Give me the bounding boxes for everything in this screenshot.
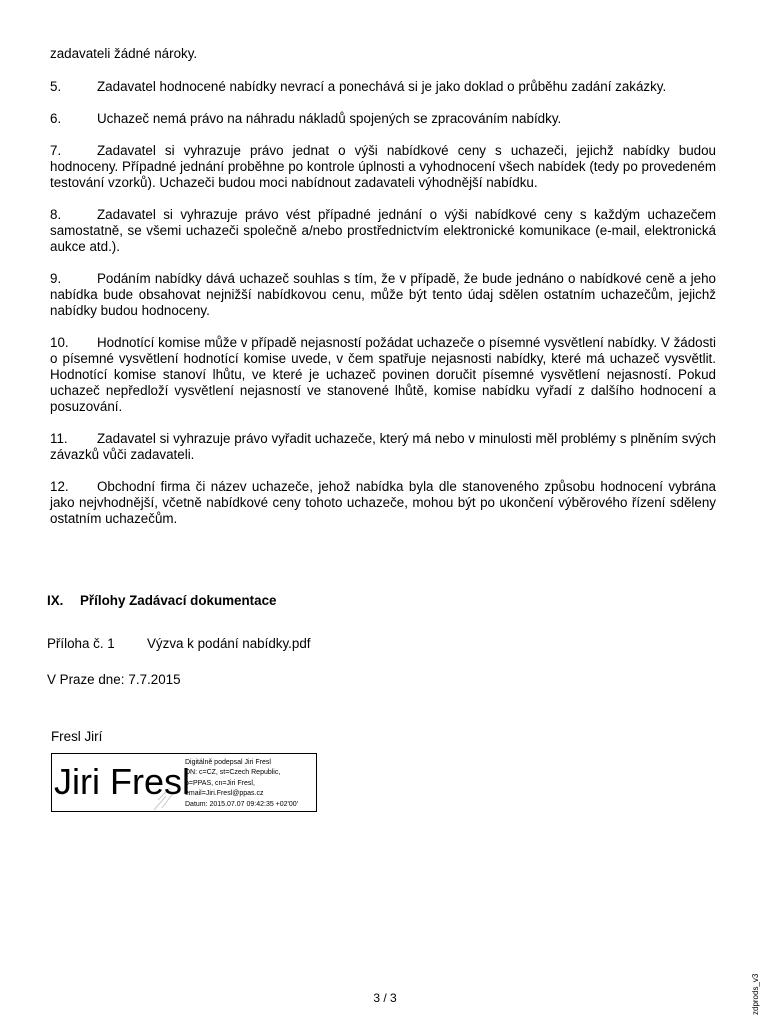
paragraph-10: [50, 335, 716, 415]
signature-detail-line: DN: c=CZ, st=Czech Republic,: [185, 769, 281, 777]
paragraph-number: 5.: [50, 79, 62, 94]
paragraph-number: 9.: [50, 271, 62, 286]
paragraph-12: [50, 479, 716, 527]
section-title: Přílohy Zadávací dokumentace: [80, 593, 277, 608]
paragraph-7: [50, 143, 716, 191]
side-code: zdprods_v3: [751, 973, 760, 1015]
attachment-file: Výzva k podání nabídky.pdf: [147, 636, 311, 651]
paragraph-text: Hodnotící komise může v případě nejasností požádat uchazeče o písemné vysvětlení nabídky. V žádosti o písemné vysvětlení hodnotící komise uvede, v čem spatřuje nejasnosti nabídky, které má uchazeč vysvětlit. Hodnotící komise stanoví lhůtu, ve které je uchazeč povinen doručit písemné vysvětlení nejasností. Pokud uchazeč nepředloží vysvětlení nejasností ve stanovené lhůtě, komise nabídku vyřadí z dalšího hodnocení a posuzování.: [50, 335, 716, 414]
signature-details: [185, 758, 298, 810]
paragraph-number: 12.: [50, 479, 69, 494]
paragraph-number: 11.: [50, 431, 68, 446]
paragraph-number: 7.: [50, 143, 62, 158]
section-number: IX.: [47, 593, 64, 608]
digital-signature: [51, 753, 317, 812]
signature-detail-line: Datum: 2015.07.07 09:42:35 +02'00': [185, 800, 299, 808]
section-heading: [47, 593, 276, 608]
paragraph-6: [50, 111, 716, 127]
paragraph-fragment: [50, 46, 716, 62]
paragraph-text: Zadavatel hodnocené nabídky nevrací a ponechává si je jako doklad o průběhu zadání zakázky.: [97, 79, 667, 94]
signature-detail-line: email=Jiri.Fresl@ppas.cz: [185, 790, 264, 798]
signer-name: Fresl Jirí: [51, 729, 103, 744]
paragraph-text: Obchodní firma či název uchazeče, jehož nabídka byla dle stanoveného způsobu hodnocení vybrána jako nejvhodnější, včetně nabídkové ceny tohoto uchazeče, mohou být po ukončení výběrového řízení sděleny ostatním uchazečům.: [50, 479, 716, 526]
paragraph-number: 6.: [50, 111, 62, 126]
paragraph-text: Podáním nabídky dává uchazeč souhlas s tím, že v případě, že bude jednáno o nabídkové ceně a jeho nabídka bude obsahovat nejnižší nabídkovou cenu, může být tento údaj sdělen ostatním uchazečům, jejichž nabídky budou hodnoceny.: [50, 271, 716, 318]
paragraph-text: Zadavatel si vyhrazuje právo jednat o výši nabídkové ceny s uchazeči, jejichž nabídky budou hodnoceny. Případné jednání proběhne po kontrole úplnosti a vyhodnocení všech nabídek (tedy po provedeném testování vzorků). Uchazeči budou moci nabídnout zadavateli výhodnější nabídku.: [50, 143, 716, 190]
paragraph-text: Zadavatel si vyhrazuje právo vést případné jednání o výši nabídkové ceny s každým uchazečem samostatně, se všemi uchazeči společně a/nebo prostřednictvím elektronické komunikace (e-mail, elektronická aukce atd.).: [50, 207, 716, 254]
paragraph-8: [50, 207, 716, 255]
paragraph-9: [50, 271, 716, 319]
paragraph-text: Zadavatel si vyhrazuje právo vyřadit uchazeče, který má nebo v minulosti měl problémy s plněním svých závazků vůči zadavateli.: [50, 431, 716, 462]
attachment-line: [47, 636, 311, 651]
date-value: 7.7.2015: [128, 672, 181, 687]
signature-name: Jiri Fresl: [54, 761, 190, 802]
signature-detail-line: Digitálně podepsal Jiri Fresl: [185, 759, 271, 766]
paragraph-number: 10.: [50, 335, 69, 350]
paragraph-11: [50, 431, 716, 463]
paragraph-number: 8.: [50, 207, 62, 222]
paragraph-text: Uchazeč nemá právo na náhradu nákladů spojených se zpracováním nabídky.: [97, 111, 562, 126]
date-line: [47, 672, 181, 687]
date-label: V Praze dne:: [47, 672, 125, 687]
attachment-label: Příloha č. 1: [47, 636, 115, 651]
paragraph-5: [50, 79, 716, 95]
page-number: 3 / 3: [373, 991, 397, 1005]
paragraph-text: zadavateli žádné nároky.: [50, 46, 198, 61]
signature-detail-line: o=PPAS, cn=Jiri Fresl,: [185, 779, 255, 787]
